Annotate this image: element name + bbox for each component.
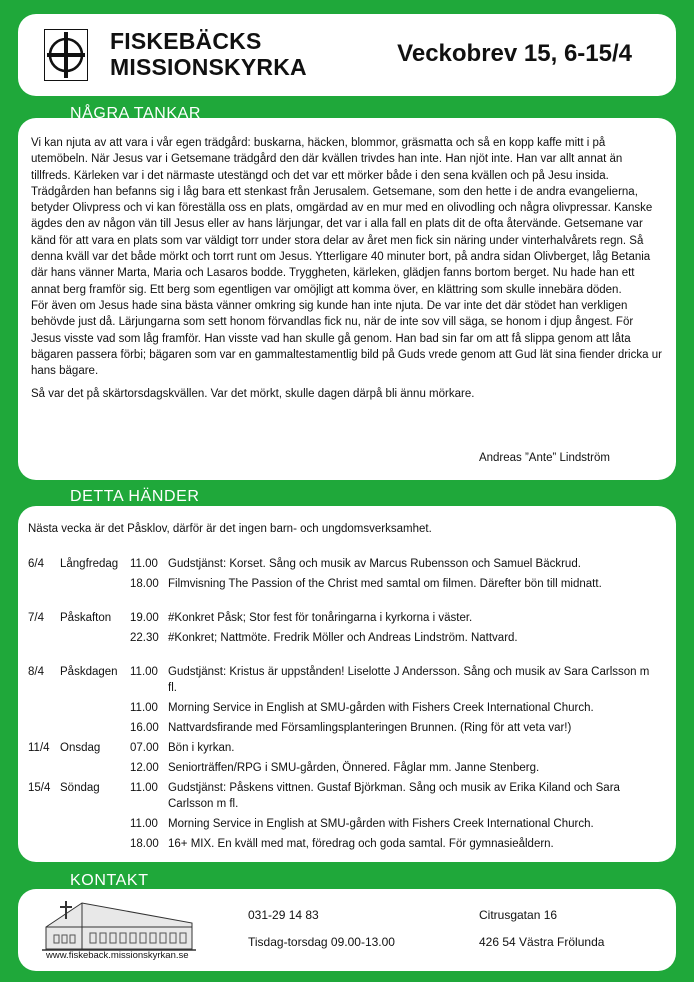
event-day	[60, 760, 130, 780]
contact-city: 426 54 Västra Frölunda	[479, 935, 605, 949]
event-time: 12.00	[130, 762, 159, 774]
author-signature: Andreas ”Ante” Lindström	[478, 452, 610, 464]
event-time: 11.00	[130, 558, 158, 570]
event-description: Gudstjänst: Korset. Sång och musik av Marcus Rubensson och Samuel Bäckrud.	[168, 558, 581, 570]
event-description: Morning Service in English at SMU-gården with Fishers Creek International Church.	[168, 702, 594, 714]
event-row	[28, 700, 656, 720]
event-date	[28, 700, 60, 720]
event-row	[28, 630, 656, 650]
thoughts-panel	[18, 118, 676, 480]
event-row	[28, 596, 656, 630]
event-row	[28, 720, 656, 740]
event-time: 11.00	[130, 702, 158, 714]
event-row	[28, 760, 656, 780]
event-day	[60, 836, 130, 856]
event-day: Långfredag	[60, 558, 119, 570]
event-row	[28, 836, 656, 856]
event-description: 16+ MIX. En kväll med mat, föredrag och goda samtal. För gymnasieåldern.	[168, 838, 554, 850]
event-date	[28, 760, 60, 780]
event-description: Seniorträffen/RPG i SMU-gården, Önnered. Fåglar mm. Janne Stenberg.	[168, 762, 540, 774]
event-row	[28, 650, 656, 700]
event-time: 11.00	[130, 818, 158, 830]
event-day	[60, 816, 130, 836]
event-date: 15/4	[28, 782, 51, 794]
thoughts-paragraph: Vi kan njuta av att vara i vår egen trädgård: buskarna, häcken, blommor, gräsmatta och så en kopp kaffe mitt i på utemöbeln. När Jesus var i Getsemane trädgård den där kvällen trivdes han inte. Han njöt inte. Han var allt annat än tillfreds. Kärleken var i det närmaste utestängd och det var ett mörker både i den sena kvällen och på Jesu insida. Trädgården han befanns sig i låg bara ett stenkast från Jerusalem. Getsemane, som den hette i de andra evangelierna, betyder Olivpress och vi kan föreställa oss en plats, omgärdad av en mur med en olivodling och några olivpressar. Kanske ägdes den av någon vän till Jesus eller av hans lärjungar, det var i alla fall en plats dit de ofta återvände. Getsemane var känd för att vara en plats som var väldigt torr under stora delar av året men fick sin näring under vinterhalvårets regn. Så denna kväll var det både mörkt och torrt runt om Jesus. Ytterligare 40 minuter bort, på andra sidan Olivberget, låg Betania där hans vänner Marta, Maria och Lasaros bodde. Tryggheten, kärleken, glädjen fanns bortom berget. Nu hade han ett annat berg framför sig. Ett berg som egentligen var omöjligt att komma över, en klättring som skulle innebära döden.	[31, 137, 653, 296]
event-date	[28, 720, 60, 740]
event-time: 11.00	[130, 666, 158, 678]
section-label-thoughts: NÅGRA TANKAR	[70, 105, 202, 122]
website-link[interactable]: www.fiskeback.missionskyrkan.se	[46, 950, 189, 961]
event-date	[28, 836, 60, 856]
event-description: #Konkret; Nattmöte. Fredrik Möller och Andreas Lindström. Nattvard.	[168, 632, 518, 644]
event-day	[60, 720, 130, 740]
event-day	[60, 630, 130, 650]
event-day	[60, 700, 130, 720]
event-time: 07.00	[130, 742, 159, 754]
contact-hours: Tisdag-torsdag 09.00-13.00	[248, 935, 395, 949]
event-row	[28, 780, 656, 816]
event-description: Gudstjänst: Påskens vittnen. Gustaf Björkman. Sång och musik av Erika Kiland och Sara Carlsson m fl.	[168, 782, 620, 810]
church-name-line1: FISKEBÄCKS	[110, 28, 262, 54]
event-day: Påskdagen	[60, 666, 118, 678]
header-panel	[18, 14, 676, 96]
event-date	[28, 630, 60, 650]
event-day: Söndag	[60, 782, 100, 794]
event-description: Filmvisning The Passion of the Christ med samtal om filmen. Därefter bön till midnatt.	[168, 578, 602, 590]
event-date	[28, 816, 60, 836]
thoughts-paragraph: Så var det på skärtorsdagskvällen. Var det mörkt, skulle dagen därpå bli ännu mörkare.	[31, 388, 475, 401]
event-date: 6/4	[28, 558, 44, 570]
church-name-line2: MISSIONSKYRKA	[110, 54, 307, 80]
event-description: Morning Service in English at SMU-gården with Fishers Creek International Church.	[168, 818, 594, 830]
event-description: #Konkret Påsk; Stor fest för tonåringarna i kyrkorna i väster.	[168, 612, 473, 624]
event-row	[28, 556, 656, 576]
events-panel	[18, 506, 676, 862]
event-description: Nattvardsfirande med Församlingsplanteringen Brunnen. (Ring för att veta var!)	[168, 722, 572, 734]
event-time: 18.00	[130, 838, 159, 850]
events-table	[28, 556, 656, 856]
event-time: 22.30	[130, 632, 159, 644]
event-day: Påskafton	[60, 612, 112, 624]
event-date: 7/4	[28, 612, 44, 624]
event-description: Bön i kyrkan.	[168, 742, 235, 754]
event-date: 8/4	[28, 666, 44, 678]
event-day	[60, 576, 130, 596]
contact-street: Citrusgatan 16	[479, 908, 558, 922]
event-row	[28, 816, 656, 836]
event-time: 18.00	[130, 578, 159, 590]
event-date	[28, 576, 60, 596]
event-time: 16.00	[130, 722, 159, 734]
event-row	[28, 576, 656, 596]
church-building-icon	[42, 897, 196, 953]
event-description: Gudstjänst: Kristus är uppstånden! Liselotte J Andersson. Sång och musik av Sara Carlsson m fl.	[168, 666, 650, 694]
event-time: 19.00	[130, 612, 159, 624]
contact-phone: 031-29 14 83	[248, 908, 319, 922]
section-label-contact: KONTAKT	[70, 872, 149, 889]
thoughts-paragraph: För även om Jesus hade sina bästa vänner omkring sig kunde han inte njuta. De var inte det där stödet han verkligen behövde just då. Lärjungarna som sett honom förvandlas fick nu, när de inte sov vill säga, se honom i djup ångest. För Jesus visste vad som låg framför. Han visste vad han skulle gå genom. Han bad sin far om att få slippa genom att låta bägaren passera förbi; bägaren som var en gammaltestamentlig bild på Guds vrede genom att Gud lät sina fiender dricka ur hans bägare.	[31, 299, 662, 378]
event-time: 11.00	[130, 782, 158, 794]
event-day: Onsdag	[60, 742, 101, 754]
section-label-events: DETTA HÄNDER	[70, 488, 200, 505]
week-letter-title: Veckobrev 15, 6-15/4	[397, 40, 632, 67]
cross-circle-logo-icon	[44, 29, 88, 81]
event-row	[28, 740, 656, 760]
event-date: 11/4	[28, 742, 50, 754]
events-intro: Nästa vecka är det Påsklov, därför är det ingen barn- och ungdomsverksamhet.	[28, 523, 432, 535]
contact-panel	[18, 889, 676, 971]
